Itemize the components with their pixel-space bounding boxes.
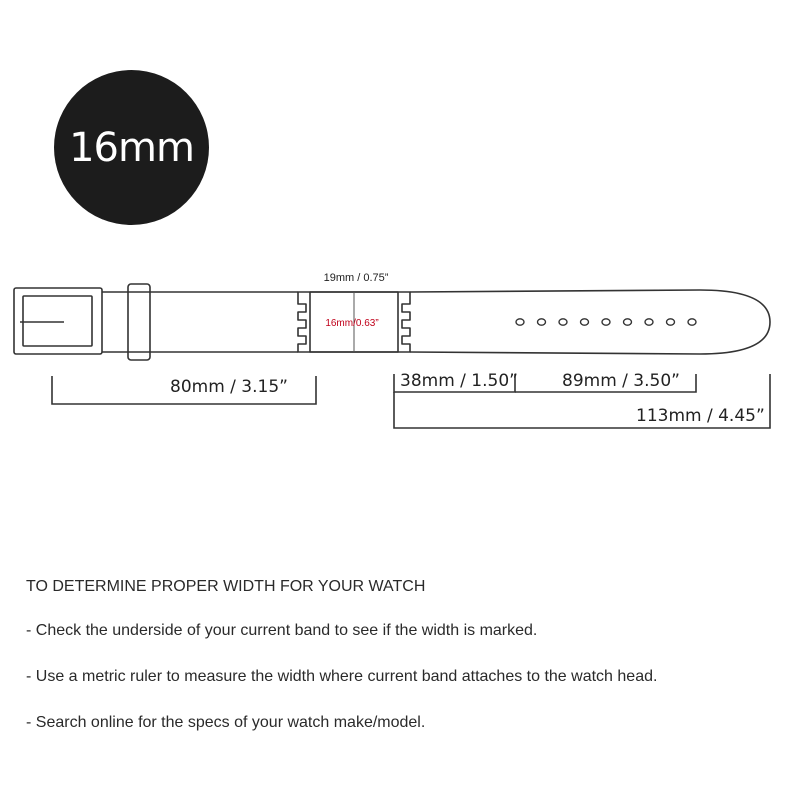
instructions-heading: TO DETERMINE PROPER WIDTH FOR YOUR WATCH [26,578,426,595]
strap-hole [688,319,696,325]
strap-dimension-diagram [0,250,800,440]
tail-holes-length-label: 89mm / 3.50” [562,371,680,391]
tail-total-length-label: 113mm / 4.45” [636,406,765,426]
strap-holes [516,319,696,325]
strap-keeper [128,284,150,360]
strap-hole [559,319,567,325]
instruction-tip: - Search online for the specs of your watch make/model. [26,714,426,731]
tail-gap-length-label: 38mm / 1.50” [400,371,518,391]
strap-hole [624,319,632,325]
strap-hole [667,319,675,325]
strap-hole [538,319,546,325]
tail-strap [410,290,770,354]
strap-hole [645,319,653,325]
strap-hole [516,319,524,325]
band-width-label: 16mm/0.63” [325,318,379,329]
buckle-strap [102,292,298,352]
lug-width-label: 19mm / 0.75” [323,272,389,284]
instruction-tip: - Use a metric ruler to measure the width where current band attaches to the watch head. [26,668,658,685]
strap-hole [602,319,610,325]
size-badge [54,70,209,225]
strap-hole [581,319,589,325]
instruction-tip: - Check the underside of your current band to see if the width is marked. [26,622,538,639]
size-badge-label: 16mm [69,124,194,171]
buckle-side-length-label: 80mm / 3.15” [170,377,288,397]
buckle-inner [23,296,92,346]
buckle-frame [14,288,102,354]
instructions [26,578,796,760]
